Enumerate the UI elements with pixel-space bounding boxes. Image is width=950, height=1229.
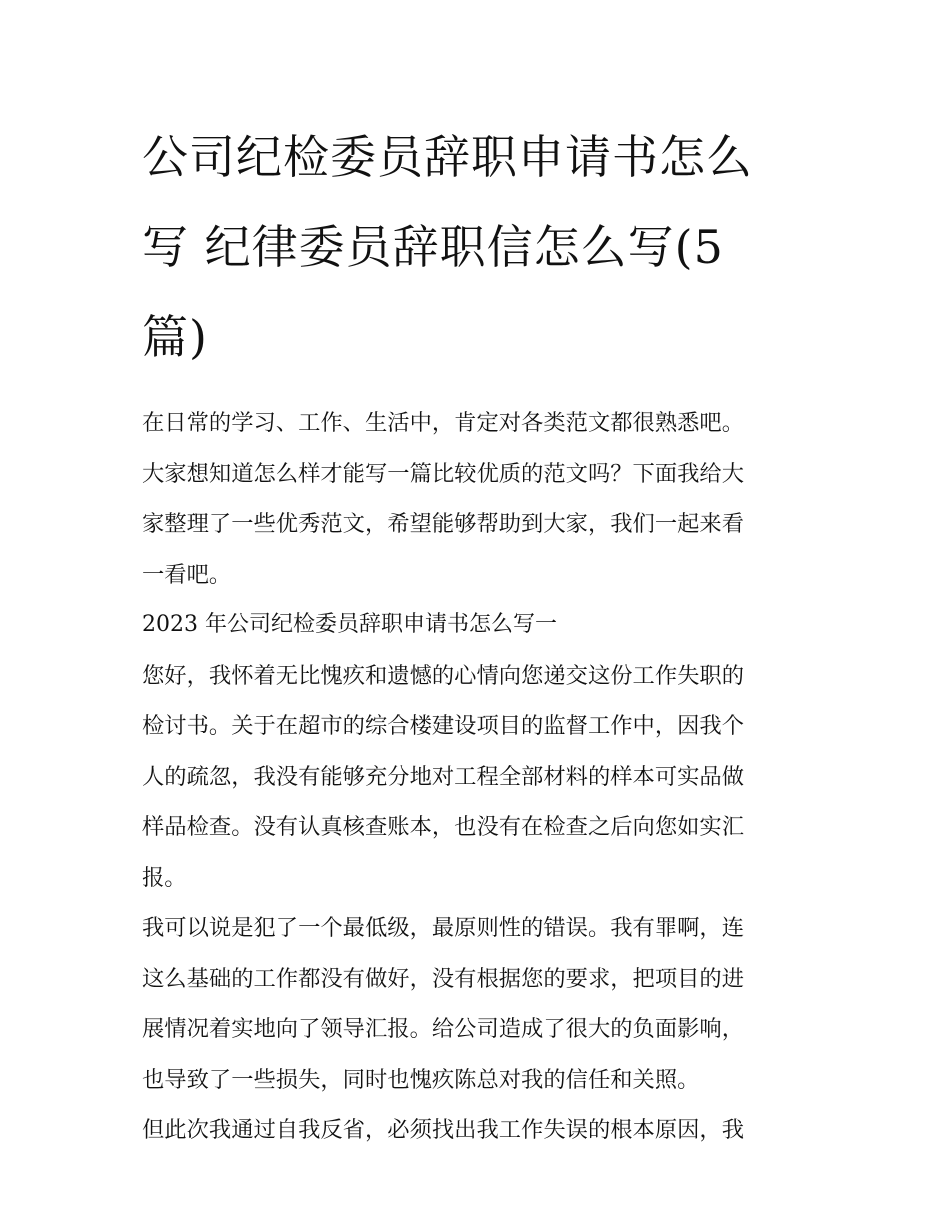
text-line: 您好，我怀着无比愧疚和遗憾的心情向您递交这份工作失职的 bbox=[142, 662, 745, 689]
title-line: 篇) bbox=[142, 310, 208, 364]
body-paragraph-2 bbox=[142, 903, 812, 1105]
section-heading bbox=[142, 600, 812, 651]
document-title bbox=[142, 112, 812, 382]
text-line: 展情况着实地向了领导汇报。给公司造成了很大的负面影响， bbox=[142, 1016, 745, 1042]
intro-paragraph bbox=[142, 398, 812, 600]
text-line: 在日常的学习、工作、生活中，肯定对各类范文都很熟悉吧。 bbox=[142, 410, 745, 436]
text-line: 报。 bbox=[142, 864, 187, 891]
section-heading-text: 2023 年公司纪检委员辞职申请书怎么写一 bbox=[142, 612, 557, 637]
text-line: 样品检查。没有认真核查账本，也没有在检查之后向您如实汇 bbox=[142, 814, 745, 840]
text-line: 一看吧。 bbox=[142, 561, 232, 588]
text-line: 但此次我通过自我反省，必须找出我工作失误的根本原因，我 bbox=[142, 1117, 745, 1143]
body-paragraph-1 bbox=[142, 651, 812, 904]
text-line: 也导致了一些损失，同时也愧疚陈总对我的信任和关照。 bbox=[142, 1066, 700, 1093]
body-paragraph-3 bbox=[142, 1105, 812, 1156]
document-body bbox=[142, 398, 812, 1156]
text-line: 人的疏忽，我没有能够充分地对工程全部材料的样本可实品做 bbox=[142, 763, 745, 790]
title-line: 写 纪律委员辞职信怎么写(5 bbox=[142, 220, 724, 274]
text-line: 我可以说是犯了一个最低级，最原则性的错误。我有罪啊，连 bbox=[142, 915, 745, 941]
document-page bbox=[142, 112, 812, 1156]
text-line: 家整理了一些优秀范文，希望能够帮助到大家，我们一起来看 bbox=[142, 511, 745, 537]
text-line: 大家想知道怎么样才能写一篇比较优质的范文吗？下面我给大 bbox=[142, 460, 745, 487]
text-line: 这么基础的工作都没有做好，没有根据您的要求，把项目的进 bbox=[142, 965, 745, 992]
text-line: 检讨书。关于在超市的综合楼建设项目的监督工作中，因我个 bbox=[142, 713, 745, 739]
title-line: 公司纪检委员辞职申请书怎么 bbox=[142, 130, 753, 184]
